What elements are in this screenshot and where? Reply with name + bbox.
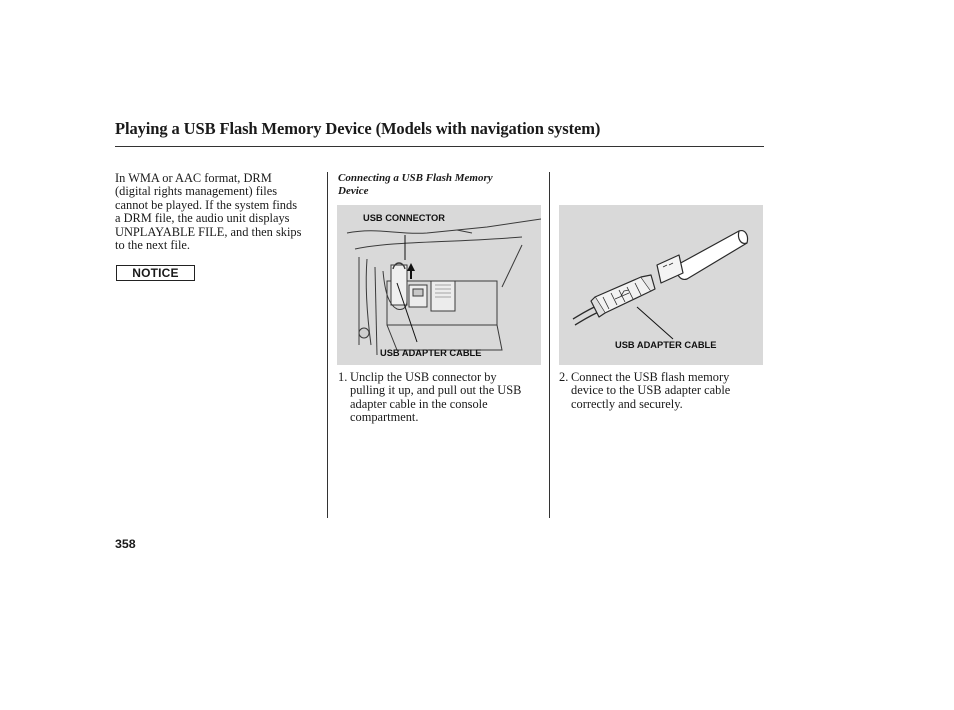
figure-caption bbox=[338, 172, 538, 198]
intro-line: to the next file. bbox=[115, 238, 191, 253]
intro-line: In WMA or AAC format, DRM bbox=[115, 171, 272, 185]
intro-line: UNPLAYABLE FILE, and then skips bbox=[115, 224, 302, 239]
step-number: 1. bbox=[338, 370, 348, 384]
console-drawing bbox=[337, 205, 541, 365]
step-line: device to the USB adapter cable bbox=[571, 383, 731, 398]
usb-connector-label: USB CONNECTOR bbox=[363, 213, 445, 223]
step-line: adapter cable in the console bbox=[350, 396, 488, 411]
step-body bbox=[571, 371, 730, 411]
intro-line: (digital rights management) files bbox=[115, 184, 278, 199]
console-illustration bbox=[337, 205, 541, 365]
step-line: Unclip the USB connector by bbox=[350, 370, 497, 384]
intro-line: cannot be played. If the system finds bbox=[115, 197, 298, 212]
title-rule bbox=[115, 146, 764, 147]
flash-drive-illustration bbox=[559, 205, 763, 365]
page-title: Playing a USB Flash Memory Device (Models with navigation system) bbox=[115, 119, 601, 138]
step-line: compartment. bbox=[350, 410, 419, 425]
step-line: Connect the USB flash memory bbox=[571, 370, 730, 384]
step-line: pulling it up, and pull out the USB bbox=[350, 383, 522, 398]
column-divider-left bbox=[327, 172, 328, 518]
caption-line: Device bbox=[338, 185, 369, 197]
column-divider-right bbox=[549, 172, 550, 518]
usb-adapter-cable-label: USB ADAPTER CABLE bbox=[380, 348, 482, 358]
usb-adapter-cable-label: USB ADAPTER CABLE bbox=[615, 340, 717, 350]
step-body bbox=[350, 371, 521, 425]
intro-line: a DRM file, the audio unit displays bbox=[115, 211, 290, 226]
caption-line: Connecting a USB Flash Memory bbox=[338, 172, 493, 184]
page-number: 358 bbox=[115, 537, 136, 551]
step-line: correctly and securely. bbox=[571, 396, 683, 411]
intro-paragraph bbox=[115, 172, 321, 252]
step-number: 2. bbox=[559, 370, 569, 384]
notice-box: NOTICE bbox=[116, 265, 195, 281]
